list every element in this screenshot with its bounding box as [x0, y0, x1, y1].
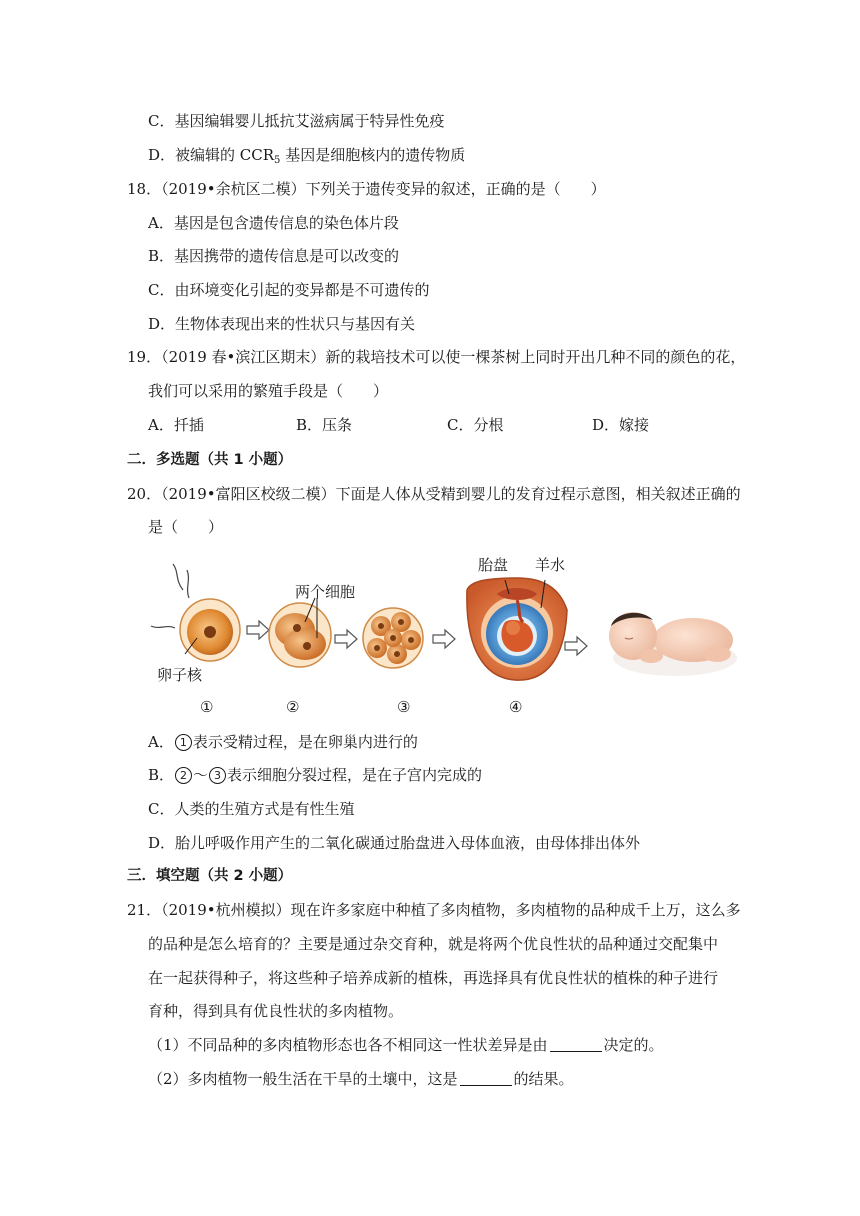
q17-option-c: C．基因编辑婴儿抵抗艾滋病属于特异性免疫 [148, 112, 445, 130]
q19-option-a: A．扦插 [148, 416, 204, 434]
q21-stem-line3: 在一起获得种子，将这些种子培养成新的植株，再选择具有优良性状的植株的种子进行 [148, 969, 719, 987]
q18-stem: 18．（2019•余杭区二模）下列关于遗传变异的叙述，正确的是（ ） [127, 180, 606, 198]
stage-3-morula [363, 608, 423, 668]
section-heading-fill-blank: 三．填空题（共 2 小题） [127, 868, 293, 884]
circled-number-2: 2 [175, 767, 192, 784]
arrow-3 [433, 630, 455, 648]
q19-options [148, 415, 748, 435]
q20-option-b [148, 765, 482, 785]
q21-sub2-suffix: 的结果。 [513, 1070, 574, 1088]
label-placenta: 胎盘 [478, 556, 509, 574]
answer-blank-1[interactable] [550, 1036, 602, 1052]
stage-2-two-cells [269, 598, 331, 667]
stage-4-uterus-fetus [467, 578, 567, 680]
stage-number-4: ④ [509, 698, 523, 716]
q21-stem-line2: 的品种是怎么培育的？主要是通过杂交育种，就是将两个优良性状的品种通过交配集中 [148, 935, 719, 953]
q20-stem-line2: 是（ ） [148, 518, 224, 536]
q20-option-a [148, 732, 418, 752]
q19-option-c: C．分根 [447, 416, 504, 434]
q17-option-d [148, 145, 465, 171]
q21-subquestion-1 [148, 1035, 664, 1055]
stage-number-1: ① [200, 698, 214, 716]
q17-option-d-suffix: 基因是细胞核内的遗传物质 [280, 146, 466, 164]
arrow-4 [565, 637, 587, 655]
section-heading-multi-choice: 二．多选题（共 1 小题） [127, 452, 293, 468]
answer-blank-2[interactable] [460, 1070, 512, 1086]
stage-number-2: ② [286, 698, 300, 716]
q19-stem-line1: 19．（2019 春•滨江区期末）新的栽培技术可以使一棵茶树上同时开出几种不同的颜色的花， [127, 348, 746, 366]
arrow-1 [247, 621, 269, 639]
stage-1-egg [151, 564, 240, 661]
q20-option-a-text: 表示受精过程，是在卵巢内进行的 [192, 733, 418, 751]
q18-option-d: D．生物体表现出来的性状只与基因有关 [148, 315, 416, 333]
q18-option-c: C．由环境变化引起的变异都是不可遗传的 [148, 281, 430, 299]
q18-option-a: A．基因是包含遗传信息的染色体片段 [148, 214, 399, 232]
q20-option-b-prefix: B． [148, 766, 175, 784]
q21-sub2-prefix: （2）多肉植物一般生活在干旱的土壤中，这是 [148, 1070, 458, 1088]
q20-option-c: C．人类的生殖方式是有性生殖 [148, 800, 355, 818]
q19-stem-line2: 我们可以采用的繁殖手段是（ ） [148, 382, 389, 400]
label-egg-nucleus: 卵子核 [157, 666, 203, 684]
q20-option-b-tilde: ～ [193, 766, 209, 784]
q21-subquestion-2 [148, 1069, 574, 1089]
label-two-cells: 两个细胞 [295, 583, 356, 601]
label-amniotic-fluid: 羊水 [535, 556, 566, 574]
q21-sub1-prefix: （1）不同品种的多肉植物形态也各不相同这一性状差异是由 [148, 1036, 548, 1054]
q21-stem-line4: 育种，得到具有优良性状的多肉植物。 [148, 1002, 404, 1020]
fertilization-development-figure [145, 550, 745, 720]
q17-option-d-prefix: D．被编辑的 CCR [148, 146, 275, 164]
q20-option-a-prefix: A． [148, 733, 174, 751]
q20-option-b-text: 表示细胞分裂过程，是在子宫内完成的 [227, 766, 483, 784]
q17-option-d-subscript: 5 [274, 155, 281, 166]
q19-option-b: B．压条 [296, 416, 353, 434]
arrow-2 [335, 630, 357, 648]
circled-number-3: 3 [209, 767, 226, 784]
circled-number-1: 1 [175, 734, 192, 751]
stage-number-3: ③ [397, 698, 411, 716]
q19-option-d: D．嫁接 [592, 416, 650, 434]
q18-option-b: B．基因携带的遗传信息是可以改变的 [148, 247, 400, 265]
q21-stem-line1: 21．（2019•杭州模拟）现在许多家庭中种植了多肉植物，多肉植物的品种成千上万，这么多 [127, 901, 741, 919]
q21-sub1-suffix: 决定的。 [603, 1036, 664, 1054]
stage-5-baby [609, 612, 737, 676]
q20-option-d: D．胎儿呼吸作用产生的二氧化碳通过胎盘进入母体血液，由母体排出体外 [148, 834, 641, 852]
q20-stem-line1: 20．（2019•富阳区校级二模）下面是人体从受精到婴儿的发育过程示意图，相关叙述正确的 [127, 485, 741, 503]
